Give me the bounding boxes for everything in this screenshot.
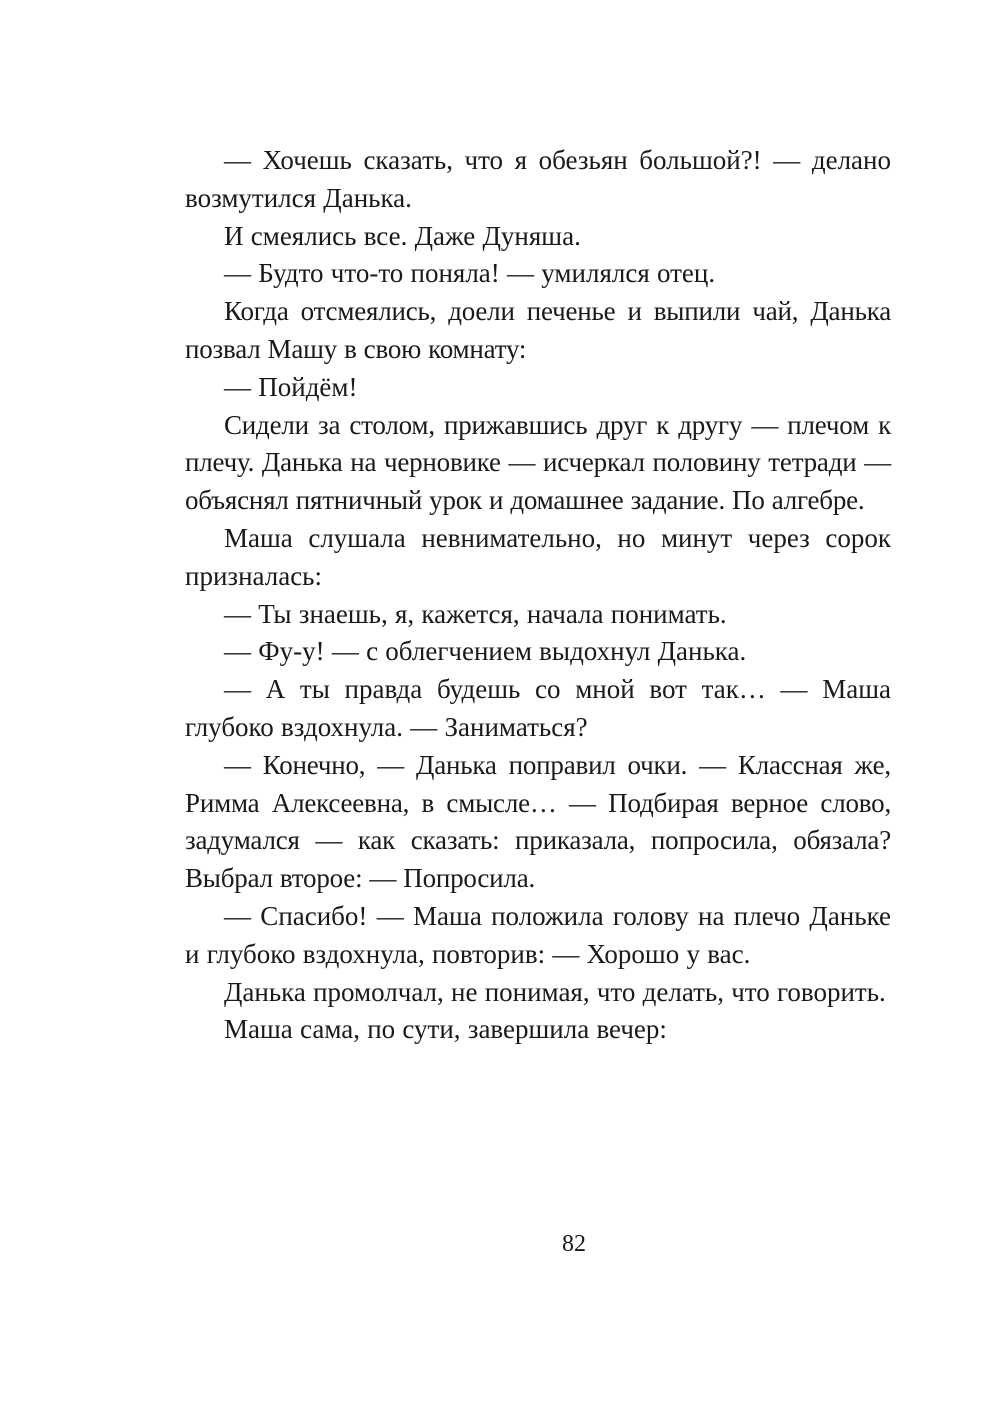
paragraph: Сидели за столом, прижавшись друг к другу — плечом к плечу. Данька на черновике — исчеркал половину тетради — объяснял пятничный урок и домашнее задание. По алгебре. <box>185 409 891 516</box>
paragraph: Когда отсмеялись, доели печенье и выпили чай, Данька позвал Машу в свою комнату: <box>185 296 891 364</box>
paragraph: Маша слушала невнимательно, но минут через сорок призналась: <box>185 522 891 591</box>
paragraph: — Конечно, — Данька поправил очки. — Классная же, Римма Алексеевна, в смысле… — Подбирая верное слово, задумался — как сказать: приказала, попросила, обязала? Выбрал второе: — Попросила. <box>185 749 891 894</box>
paragraph: — Спасибо! — Маша положила голову на плечо Даньке и глубоко вздохнула, повторив: — Хорошо у вас. <box>185 900 891 969</box>
paragraph: Данька промолчал, не понимая, что делать, что говорить. <box>224 976 886 1007</box>
body-text <box>185 142 891 1049</box>
paragraph: — Ты знаешь, я, кажется, начала понимать. <box>224 598 727 629</box>
paragraph: — А ты правда будешь со мной вот так… — Маша глубоко вздохнула. — Заниматься? <box>185 674 891 742</box>
paragraph: — Хочешь сказать, что я обезьян большой?! — делано возмутился Данька. <box>185 145 891 213</box>
paragraph: Маша сама, по сути, завершила вечер: <box>224 1014 667 1045</box>
paragraph: — Фу-у! — с облегчением выдохнул Данька. <box>224 636 747 667</box>
paragraph: — Будто что-то поняла! — умилялся отец. <box>224 258 716 289</box>
page-number: 82 <box>562 1231 586 1257</box>
paragraph: И смеялись все. Даже Дуняша. <box>224 220 581 251</box>
paragraph: — Пойдём! <box>224 371 358 402</box>
